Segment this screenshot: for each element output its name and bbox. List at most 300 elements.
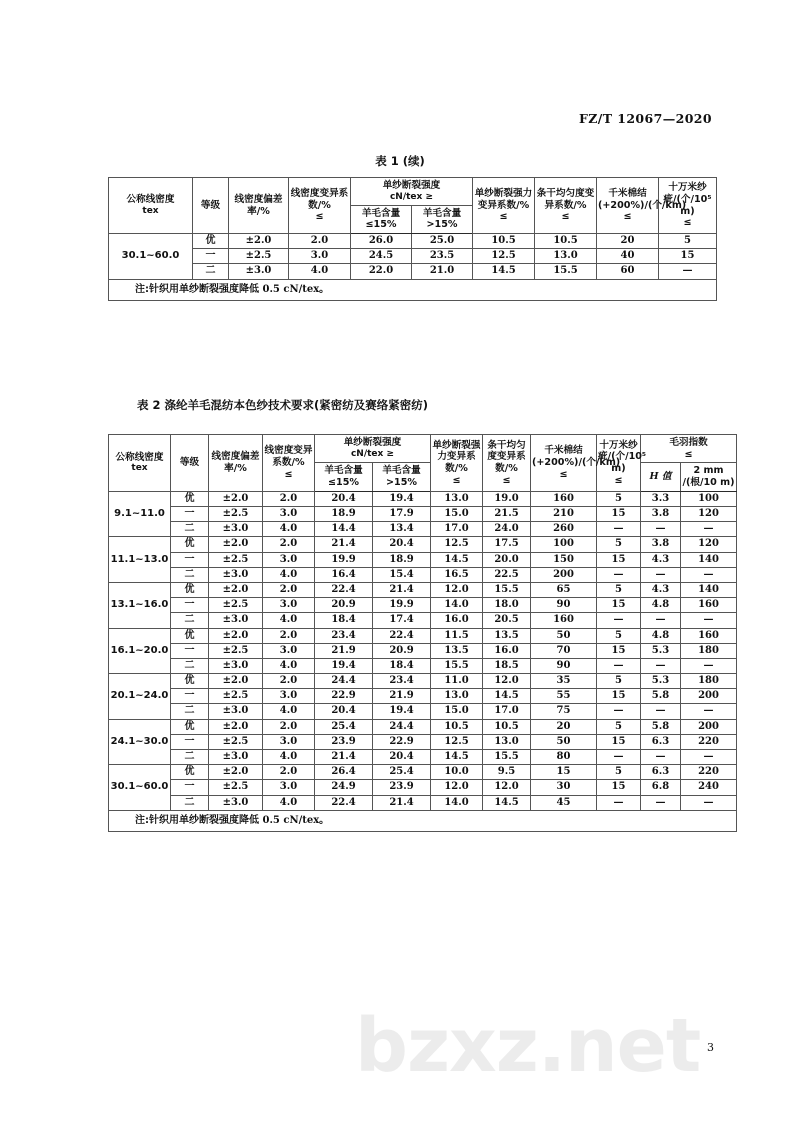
cell-strength-cv: 16.5	[431, 567, 483, 582]
cell-density-deviation: ±2.5	[209, 780, 263, 795]
cell-strength-cv: 15.5	[431, 658, 483, 673]
cell-two-mm-hairiness: 120	[681, 537, 737, 552]
cell-tenacity-wool-gt15: 19.9	[373, 598, 431, 613]
table2-note-label: 注:	[135, 814, 149, 826]
cell-evenness-cv: 18.5	[483, 658, 531, 673]
cell-evenness-cv: 20.0	[483, 552, 531, 567]
cell-h-value: —	[641, 658, 681, 673]
cell-grade: 优	[171, 582, 209, 597]
cell-neps: 90	[531, 598, 597, 613]
th2-nominal-density-unit: tex	[131, 463, 148, 474]
cell-h-value: 3.8	[641, 537, 681, 552]
cell-tenacity-wool-gt15: 18.9	[373, 552, 431, 567]
cell-evenness-cv: 9.5	[483, 765, 531, 780]
th2-evenness-cv	[483, 435, 531, 492]
cell-yarn-faults: —	[597, 658, 641, 673]
cell-tenacity-wool-gt15: 13.4	[373, 522, 431, 537]
cell-yarn-faults: 15	[597, 552, 641, 567]
cell-strength-cv: 17.0	[431, 522, 483, 537]
cell-neps: 20	[597, 234, 659, 249]
cell-strength-cv: 14.0	[431, 598, 483, 613]
cell-tenacity-wool-le15: 22.4	[315, 582, 373, 597]
cell-nominal-density: 16.1~20.0	[109, 628, 171, 674]
cell-yarn-faults: 5	[597, 674, 641, 689]
th-strength-cv	[473, 178, 535, 234]
cell-h-value: 5.8	[641, 689, 681, 704]
cell-density-cv: 2.0	[263, 674, 315, 689]
table-row	[109, 750, 737, 765]
cell-two-mm-hairiness: 220	[681, 765, 737, 780]
th2-grade: 等级	[171, 435, 209, 492]
cell-evenness-cv: 17.5	[483, 537, 531, 552]
table-row	[109, 598, 737, 613]
cell-tenacity-wool-gt15: 25.0	[412, 234, 473, 249]
cell-neps: 150	[531, 552, 597, 567]
cell-density-cv: 2.0	[263, 491, 315, 506]
cell-tenacity-wool-gt15: 21.4	[373, 582, 431, 597]
cell-neps: 50	[531, 628, 597, 643]
cell-h-value: 5.3	[641, 674, 681, 689]
cell-strength-cv: 12.5	[431, 537, 483, 552]
cell-evenness-cv: 10.5	[483, 719, 531, 734]
th2-strength-cv-label: 单纱断裂强力变异系数/%	[432, 439, 481, 474]
cell-density-cv: 4.0	[263, 567, 315, 582]
table-2	[108, 434, 737, 832]
cell-neps: 160	[531, 613, 597, 628]
cell-evenness-cv: 15.5	[483, 750, 531, 765]
cell-grade: 二	[171, 613, 209, 628]
cell-grade: 优	[171, 674, 209, 689]
cell-strength-cv: 13.0	[431, 491, 483, 506]
th-density-cv	[289, 178, 351, 234]
cell-strength-cv: 10.0	[431, 765, 483, 780]
cell-h-value: 4.8	[641, 628, 681, 643]
th-neps-label: 千米棉结(+200%)/(个/km)	[598, 187, 687, 211]
cell-yarn-faults: —	[659, 264, 717, 279]
cell-density-deviation: ±2.0	[209, 491, 263, 506]
cell-density-deviation: ±3.0	[229, 264, 289, 279]
table-row	[109, 780, 737, 795]
cell-grade: 二	[171, 567, 209, 582]
cell-strength-cv: 11.0	[431, 674, 483, 689]
cell-yarn-faults: 15	[597, 507, 641, 522]
cell-tenacity-wool-le15: 18.9	[315, 507, 373, 522]
th-evenness-cv-label: 条干均匀度变异系数/%	[536, 187, 595, 211]
cell-strength-cv: 15.0	[431, 507, 483, 522]
cell-density-cv: 3.0	[263, 780, 315, 795]
cell-evenness-cv: 13.5	[483, 628, 531, 643]
cell-tenacity-wool-gt15: 20.9	[373, 643, 431, 658]
th2-wool-gt15: 羊毛含量>15%	[373, 463, 431, 491]
th2-neps-le: ≤	[559, 468, 568, 480]
cell-neps: 45	[531, 795, 597, 810]
cell-grade: 优	[171, 719, 209, 734]
cell-two-mm-hairiness: 120	[681, 507, 737, 522]
cell-density-cv: 3.0	[263, 507, 315, 522]
cell-two-mm-hairiness: 100	[681, 491, 737, 506]
table-row	[109, 719, 737, 734]
cell-two-mm-hairiness: 140	[681, 582, 737, 597]
th2-density-cv	[263, 435, 315, 492]
th2-hairiness-le: ≤	[684, 448, 693, 460]
cell-tenacity-wool-le15: 21.4	[315, 537, 373, 552]
table-row	[109, 582, 737, 597]
cell-yarn-faults: 5	[597, 719, 641, 734]
cell-strength-cv: 12.0	[431, 780, 483, 795]
table2-footer	[109, 810, 737, 831]
cell-density-deviation: ±2.0	[229, 234, 289, 249]
cell-neps: 30	[531, 780, 597, 795]
cell-tenacity-wool-gt15: 17.9	[373, 507, 431, 522]
cell-density-cv: 4.0	[263, 795, 315, 810]
th2-evenness-cv-le: ≤	[502, 474, 511, 486]
cell-density-deviation: ±3.0	[209, 613, 263, 628]
cell-density-deviation: ±3.0	[209, 522, 263, 537]
th-wool-gt15: 羊毛含量>15%	[412, 205, 473, 233]
table-row	[109, 552, 737, 567]
cell-density-deviation: ±2.0	[209, 674, 263, 689]
cell-tenacity-wool-le15: 20.9	[315, 598, 373, 613]
table-row	[109, 658, 737, 673]
cell-yarn-faults: 15	[597, 780, 641, 795]
cell-yarn-faults: 5	[597, 628, 641, 643]
cell-h-value: 6.3	[641, 734, 681, 749]
cell-neps: 60	[597, 264, 659, 279]
cell-two-mm-hairiness: 160	[681, 628, 737, 643]
cell-evenness-cv: 10.5	[535, 234, 597, 249]
cell-strength-cv: 15.0	[431, 704, 483, 719]
cell-tenacity-wool-gt15: 24.4	[373, 719, 431, 734]
cell-nominal-density: 24.1~30.0	[109, 719, 171, 765]
table-row	[109, 704, 737, 719]
cell-grade: 二	[171, 795, 209, 810]
cell-tenacity-wool-gt15: 25.4	[373, 765, 431, 780]
cell-two-mm-hairiness: 200	[681, 719, 737, 734]
cell-density-cv: 3.0	[263, 643, 315, 658]
cell-density-cv: 2.0	[263, 719, 315, 734]
cell-tenacity-wool-gt15: 23.9	[373, 780, 431, 795]
table-row	[109, 765, 737, 780]
th2-density-cv-label: 线密度变异系数/%	[264, 445, 313, 469]
cell-tenacity-wool-gt15: 21.9	[373, 689, 431, 704]
cell-density-deviation: ±3.0	[209, 750, 263, 765]
table-1	[108, 177, 717, 301]
table-row	[109, 795, 737, 810]
cell-h-value: 5.8	[641, 719, 681, 734]
th2-h-value: H 值	[641, 463, 681, 491]
cell-tenacity-wool-gt15: 19.4	[373, 491, 431, 506]
th-breaking-tenacity	[351, 178, 473, 206]
table1-note-text: 针织用单纱断裂强度降低 0.5 cN/tex。	[149, 283, 330, 295]
cell-density-deviation: ±3.0	[209, 704, 263, 719]
cell-tenacity-wool-gt15: 23.5	[412, 249, 473, 264]
th-wool-le15: 羊毛含量≤15%	[351, 205, 412, 233]
cell-h-value: 3.8	[641, 507, 681, 522]
cell-grade: 二	[171, 522, 209, 537]
cell-h-value: —	[641, 795, 681, 810]
cell-tenacity-wool-le15: 21.9	[315, 643, 373, 658]
cell-h-value: —	[641, 750, 681, 765]
th2-yarn-faults-label: 十万米纱疵/(个/10⁵ m)	[598, 439, 647, 474]
cell-tenacity-wool-gt15: 19.4	[373, 704, 431, 719]
table-row	[109, 674, 737, 689]
cell-grade: 一	[193, 249, 229, 264]
cell-nominal-density: 20.1~24.0	[109, 674, 171, 720]
cell-grade: 优	[171, 628, 209, 643]
cell-tenacity-wool-le15: 22.9	[315, 689, 373, 704]
cell-yarn-faults: 5	[597, 765, 641, 780]
cell-neps: 40	[597, 249, 659, 264]
cell-tenacity-wool-le15: 19.9	[315, 552, 373, 567]
cell-two-mm-hairiness: 140	[681, 552, 737, 567]
cell-yarn-faults: 15	[597, 689, 641, 704]
cell-yarn-faults: —	[597, 795, 641, 810]
cell-density-deviation: ±2.5	[229, 249, 289, 264]
table1-footer	[109, 279, 717, 300]
th-nominal-density-unit: tex	[142, 205, 159, 216]
cell-density-deviation: ±2.0	[209, 628, 263, 643]
cell-density-cv: 2.0	[263, 628, 315, 643]
cell-grade: 优	[171, 491, 209, 506]
cell-density-deviation: ±3.0	[209, 567, 263, 582]
table-row	[109, 537, 737, 552]
cell-density-cv: 3.0	[263, 689, 315, 704]
cell-strength-cv: 12.0	[431, 582, 483, 597]
cell-density-cv: 4.0	[263, 750, 315, 765]
cell-yarn-faults: 15	[597, 734, 641, 749]
cell-strength-cv: 14.0	[431, 795, 483, 810]
page-number: 3	[707, 1041, 714, 1054]
cell-nominal-density: 30.1~60.0	[109, 234, 193, 280]
table-row	[109, 491, 737, 506]
cell-neps: 160	[531, 491, 597, 506]
cell-density-cv: 3.0	[263, 552, 315, 567]
cell-evenness-cv: 13.0	[535, 249, 597, 264]
cell-grade: 一	[171, 689, 209, 704]
cell-yarn-faults: 15	[597, 598, 641, 613]
cell-density-cv: 4.0	[263, 658, 315, 673]
cell-h-value: 6.8	[641, 780, 681, 795]
cell-tenacity-wool-le15: 22.4	[315, 795, 373, 810]
cell-two-mm-hairiness: —	[681, 613, 737, 628]
cell-strength-cv: 13.0	[431, 689, 483, 704]
th-neps-le: ≤	[623, 211, 632, 223]
watermark: bzxz.net	[355, 1003, 701, 1089]
cell-tenacity-wool-gt15: 21.0	[412, 264, 473, 279]
cell-tenacity-wool-le15: 26.0	[351, 234, 412, 249]
cell-grade: 一	[171, 734, 209, 749]
cell-yarn-faults: —	[597, 613, 641, 628]
th-yarn-faults-label: 十万米纱疵/(个/10⁵ m)	[663, 182, 712, 217]
cell-two-mm-hairiness: —	[681, 522, 737, 537]
cell-tenacity-wool-le15: 23.4	[315, 628, 373, 643]
cell-neps: 90	[531, 658, 597, 673]
cell-grade: 优	[193, 234, 229, 249]
cell-two-mm-hairiness: 200	[681, 689, 737, 704]
cell-yarn-faults: —	[597, 750, 641, 765]
cell-grade: 一	[171, 780, 209, 795]
cell-grade: 二	[171, 750, 209, 765]
cell-strength-cv: 10.5	[431, 719, 483, 734]
cell-grade: 二	[171, 658, 209, 673]
cell-tenacity-wool-le15: 26.4	[315, 765, 373, 780]
cell-density-cv: 4.0	[289, 264, 351, 279]
cell-tenacity-wool-gt15: 22.9	[373, 734, 431, 749]
cell-tenacity-wool-le15: 19.4	[315, 658, 373, 673]
cell-h-value: 6.3	[641, 765, 681, 780]
cell-yarn-faults: —	[597, 567, 641, 582]
cell-neps: 200	[531, 567, 597, 582]
cell-tenacity-wool-gt15: 22.4	[373, 628, 431, 643]
cell-tenacity-wool-gt15: 18.4	[373, 658, 431, 673]
cell-two-mm-hairiness: —	[681, 795, 737, 810]
cell-h-value: 4.3	[641, 582, 681, 597]
th-strength-cv-label: 单纱断裂强力变异系数/%	[474, 187, 533, 211]
cell-h-value: —	[641, 567, 681, 582]
cell-density-cv: 3.0	[289, 249, 351, 264]
cell-h-value: —	[641, 704, 681, 719]
cell-tenacity-wool-le15: 16.4	[315, 567, 373, 582]
th2-strength-cv-le: ≤	[452, 474, 461, 486]
cell-tenacity-wool-gt15: 20.4	[373, 537, 431, 552]
cell-evenness-cv: 15.5	[483, 582, 531, 597]
th2-neps	[531, 435, 621, 492]
table1-note	[109, 279, 717, 300]
cell-strength-cv: 12.5	[473, 249, 535, 264]
cell-h-value: 4.8	[641, 598, 681, 613]
cell-evenness-cv: 24.0	[483, 522, 531, 537]
th-nominal-density	[109, 178, 193, 234]
cell-neps: 100	[531, 537, 597, 552]
cell-evenness-cv: 14.5	[483, 795, 531, 810]
cell-density-cv: 2.0	[263, 765, 315, 780]
cell-evenness-cv: 21.5	[483, 507, 531, 522]
table2-caption: 表 2 涤纶羊毛混纺本色纱技术要求(紧密纺及赛络紧密纺)	[137, 398, 429, 412]
th-evenness-cv	[535, 178, 597, 234]
cell-yarn-faults: 5	[597, 491, 641, 506]
table-row	[109, 643, 737, 658]
cell-tenacity-wool-le15: 20.4	[315, 704, 373, 719]
cell-density-deviation: ±2.0	[209, 537, 263, 552]
cell-tenacity-wool-le15: 24.5	[351, 249, 412, 264]
cell-density-deviation: ±2.5	[209, 507, 263, 522]
cell-neps: 70	[531, 643, 597, 658]
cell-strength-cv: 10.5	[473, 234, 535, 249]
cell-strength-cv: 14.5	[473, 264, 535, 279]
cell-yarn-faults: 5	[597, 537, 641, 552]
cell-tenacity-wool-le15: 22.0	[351, 264, 412, 279]
cell-h-value: 4.3	[641, 552, 681, 567]
cell-strength-cv: 12.5	[431, 734, 483, 749]
cell-density-cv: 2.0	[263, 582, 315, 597]
cell-density-cv: 4.0	[263, 704, 315, 719]
cell-evenness-cv: 18.0	[483, 598, 531, 613]
cell-density-cv: 3.0	[263, 734, 315, 749]
cell-evenness-cv: 20.5	[483, 613, 531, 628]
cell-yarn-faults: 5	[659, 234, 717, 249]
cell-strength-cv: 13.5	[431, 643, 483, 658]
cell-neps: 35	[531, 674, 597, 689]
cell-nominal-density: 13.1~16.0	[109, 582, 171, 628]
table-row	[109, 734, 737, 749]
table-row	[109, 567, 737, 582]
cell-density-deviation: ±2.5	[209, 734, 263, 749]
cell-neps: 55	[531, 689, 597, 704]
table1-caption: 表 1 (续)	[375, 154, 425, 168]
th-breaking-tenacity-unit: cN/tex ≥	[389, 191, 434, 202]
cell-density-deviation: ±3.0	[209, 658, 263, 673]
cell-grade: 二	[193, 264, 229, 279]
table-row	[109, 234, 717, 249]
th-neps	[597, 178, 687, 234]
cell-tenacity-wool-le15: 25.4	[315, 719, 373, 734]
th-grade: 等级	[193, 178, 229, 234]
cell-density-deviation: ±2.5	[209, 689, 263, 704]
th2-wool-le15: 羊毛含量≤15%	[315, 463, 373, 491]
cell-tenacity-wool-gt15: 20.4	[373, 750, 431, 765]
cell-tenacity-wool-le15: 18.4	[315, 613, 373, 628]
cell-density-deviation: ±3.0	[209, 795, 263, 810]
cell-tenacity-wool-gt15: 21.4	[373, 795, 431, 810]
cell-tenacity-wool-le15: 23.9	[315, 734, 373, 749]
cell-tenacity-wool-le15: 20.4	[315, 491, 373, 506]
cell-grade: 优	[171, 765, 209, 780]
cell-tenacity-wool-gt15: 15.4	[373, 567, 431, 582]
cell-density-cv: 3.0	[263, 598, 315, 613]
th2-two-mm: 2 mm /(根/10 m)	[681, 463, 737, 491]
cell-neps: 65	[531, 582, 597, 597]
cell-tenacity-wool-gt15: 17.4	[373, 613, 431, 628]
cell-evenness-cv: 19.0	[483, 491, 531, 506]
th-nominal-density-label: 公称线密度	[126, 194, 175, 206]
cell-evenness-cv: 16.0	[483, 643, 531, 658]
cell-two-mm-hairiness: —	[681, 750, 737, 765]
th-density-deviation: 线密度偏差率/%	[229, 178, 289, 234]
th-density-cv-le: ≤	[315, 211, 324, 223]
th2-breaking-tenacity-unit: cN/tex ≥	[350, 449, 395, 460]
cell-two-mm-hairiness: —	[681, 567, 737, 582]
cell-h-value: 3.3	[641, 491, 681, 506]
cell-density-deviation: ±2.0	[209, 765, 263, 780]
cell-tenacity-wool-le15: 14.4	[315, 522, 373, 537]
cell-density-cv: 4.0	[263, 522, 315, 537]
table-row	[109, 264, 717, 279]
table1-body	[109, 234, 717, 280]
cell-strength-cv: 11.5	[431, 628, 483, 643]
cell-nominal-density: 9.1~11.0	[109, 491, 171, 537]
cell-strength-cv: 14.5	[431, 552, 483, 567]
th-yarn-faults-le: ≤	[683, 217, 692, 229]
cell-strength-cv: 14.5	[431, 750, 483, 765]
cell-yarn-faults: 5	[597, 582, 641, 597]
th2-breaking-tenacity-label: 单纱断裂强度	[343, 437, 402, 449]
cell-density-cv: 4.0	[263, 613, 315, 628]
cell-neps: 210	[531, 507, 597, 522]
cell-nominal-density: 11.1~13.0	[109, 537, 171, 583]
cell-density-deviation: ±2.0	[209, 582, 263, 597]
cell-two-mm-hairiness: 180	[681, 674, 737, 689]
th2-breaking-tenacity	[315, 435, 431, 463]
table1-header	[109, 178, 717, 234]
cell-density-cv: 2.0	[263, 537, 315, 552]
cell-grade: 一	[171, 598, 209, 613]
th-density-cv-label: 线密度变异系数/%	[290, 187, 349, 211]
th-strength-cv-le: ≤	[499, 211, 508, 223]
cell-neps: 75	[531, 704, 597, 719]
cell-neps: 260	[531, 522, 597, 537]
cell-neps: 50	[531, 734, 597, 749]
cell-two-mm-hairiness: 240	[681, 780, 737, 795]
